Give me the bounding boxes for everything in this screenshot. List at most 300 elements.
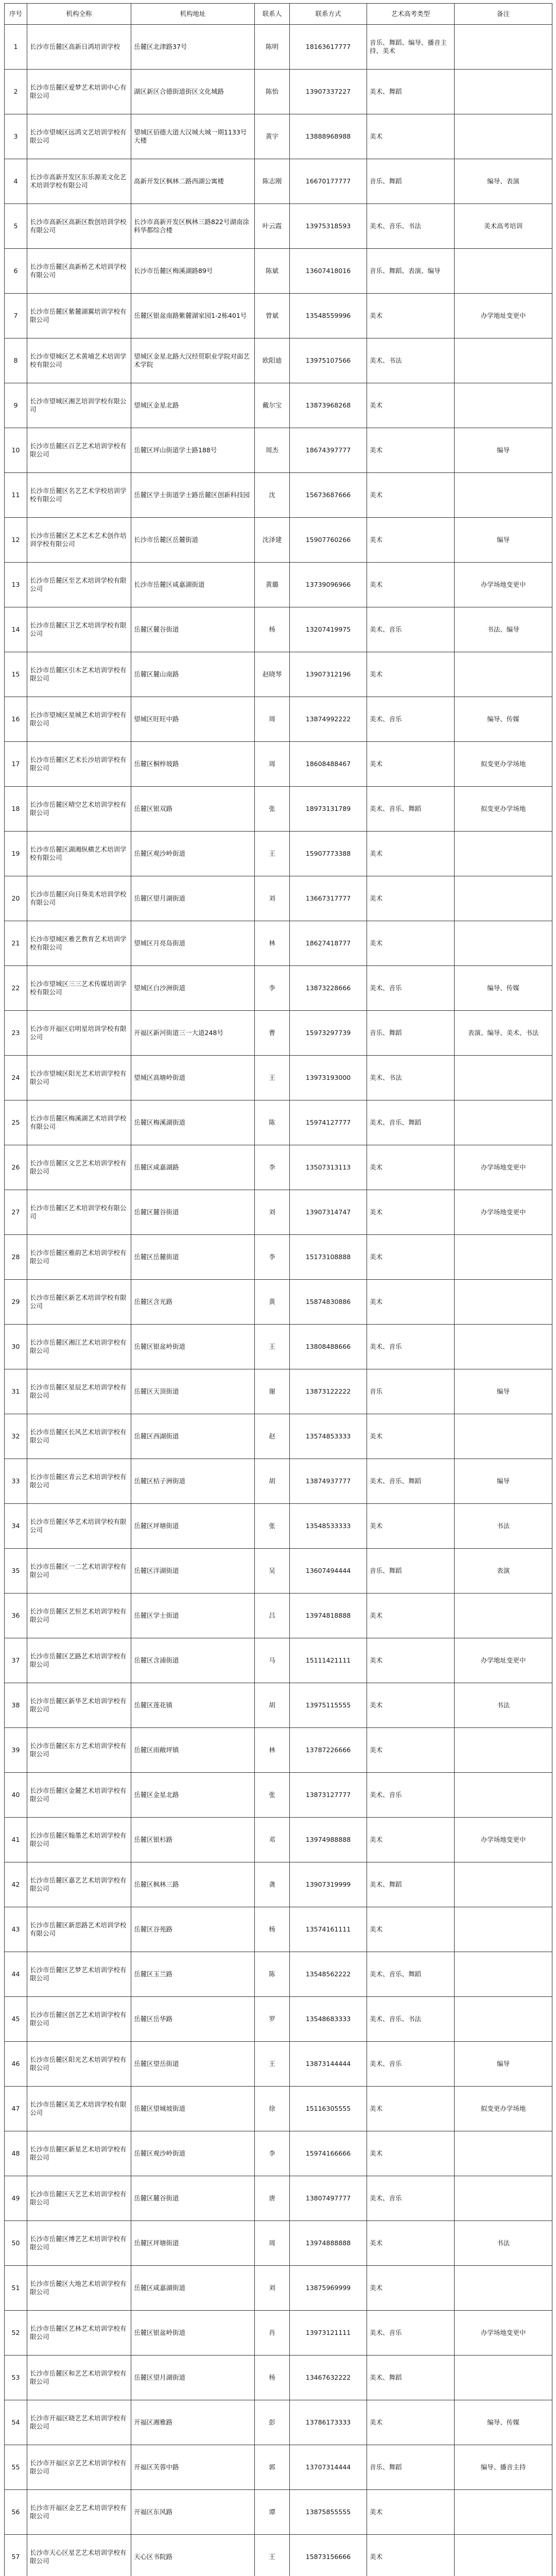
contact-person: 陈明 bbox=[255, 25, 290, 70]
institution-name: 长沙市岳麓区高新日鸿培训学校 bbox=[27, 25, 131, 70]
institution-address: 岳麓区雨敞坪镇 bbox=[131, 1728, 255, 1773]
remark: 美术高考培训 bbox=[455, 204, 552, 249]
contact-phone: 13873122222 bbox=[290, 1369, 367, 1414]
art-exam-type: 美术 bbox=[367, 742, 455, 787]
row-number: 50 bbox=[5, 2221, 27, 2266]
remark: 办学地址变更中 bbox=[455, 294, 552, 338]
institution-address: 岳麓区麓谷街道 bbox=[131, 607, 255, 652]
table-row bbox=[5, 832, 552, 876]
institution-address: 岳麓区学士街道学士路岳麓区创新科技园 bbox=[131, 473, 255, 518]
row-number: 37 bbox=[5, 1638, 27, 1683]
table-header-row bbox=[5, 4, 552, 25]
table-row bbox=[5, 1862, 552, 1907]
institution-name: 长沙市望城区远鸿文艺培训学校有限公司 bbox=[27, 114, 131, 159]
institution-address: 望城区白沙洲街道 bbox=[131, 966, 255, 1011]
table-row bbox=[5, 1504, 552, 1549]
table-row bbox=[5, 25, 552, 70]
remark bbox=[455, 2266, 552, 2311]
row-number: 25 bbox=[5, 1100, 27, 1145]
art-exam-type: 美术、音乐 bbox=[367, 2311, 455, 2355]
remark bbox=[455, 652, 552, 697]
art-exam-type: 美术 bbox=[367, 383, 455, 428]
remark bbox=[455, 2490, 552, 2535]
institution-name: 长沙市岳麓区梅溪湖艺术培训学校有限公司 bbox=[27, 1100, 131, 1145]
art-exam-type: 美术 bbox=[367, 1190, 455, 1235]
contact-person: 杨 bbox=[255, 607, 290, 652]
contact-person: 胡 bbox=[255, 1683, 290, 1728]
institution-address: 岳麓区枫林三路 bbox=[131, 1862, 255, 1907]
institution-name: 长沙市高新开发区东乐源美文化艺术培训学校有限公司 bbox=[27, 159, 131, 204]
remark: 编导、播音主持 bbox=[455, 2445, 552, 2490]
institution-name: 长沙市望城区艺术黄埔艺术培训学校有限公司 bbox=[27, 338, 131, 383]
row-number: 3 bbox=[5, 114, 27, 159]
table-row bbox=[5, 1459, 552, 1504]
institution-address: 岳麓区望城坡街道 bbox=[131, 2087, 255, 2131]
table-row bbox=[5, 1728, 552, 1773]
institution-address: 望城区高塘岭街道 bbox=[131, 1056, 255, 1100]
institution-name: 长沙市岳麓区新艺术培训学校有限公司 bbox=[27, 1280, 131, 1325]
contact-person: 谢 bbox=[255, 1369, 290, 1414]
contact-person: 周 bbox=[255, 2221, 290, 2266]
institution-address: 望城区佰德大道大汉城大城一期1133号大楼 bbox=[131, 114, 255, 159]
contact-person: 谭 bbox=[255, 2490, 290, 2535]
remark: 拟变更办学场地 bbox=[455, 742, 552, 787]
art-exam-type: 美术 bbox=[367, 2266, 455, 2311]
institution-name: 长沙市开福区金艺艺术培训学校有限公司 bbox=[27, 2490, 131, 2535]
contact-phone: 15974166666 bbox=[290, 2131, 367, 2176]
remark: 书法 bbox=[455, 1504, 552, 1549]
contact-phone: 13739096966 bbox=[290, 563, 367, 607]
row-number: 4 bbox=[5, 159, 27, 204]
contact-person: 周杰 bbox=[255, 428, 290, 473]
art-exam-type: 美术、音乐 bbox=[367, 1325, 455, 1369]
institution-address: 岳麓区西湖街道 bbox=[131, 1414, 255, 1459]
institution-address: 岳麓区坪塘街道 bbox=[131, 2221, 255, 2266]
art-exam-type: 美术、音乐 bbox=[367, 607, 455, 652]
row-number: 56 bbox=[5, 2490, 27, 2535]
row-number: 28 bbox=[5, 1235, 27, 1280]
institution-address: 望城区月亮岛街道 bbox=[131, 921, 255, 966]
institution-address: 开福区东风路 bbox=[131, 2490, 255, 2535]
row-number: 40 bbox=[5, 1773, 27, 1818]
contact-person: 王 bbox=[255, 1056, 290, 1100]
remark bbox=[455, 1100, 552, 1145]
art-exam-type: 美术、音乐 bbox=[367, 697, 455, 742]
row-number: 48 bbox=[5, 2131, 27, 2176]
row-number: 33 bbox=[5, 1459, 27, 1504]
art-exam-type: 美术、音乐 bbox=[367, 1773, 455, 1818]
table-row bbox=[5, 607, 552, 652]
row-number: 12 bbox=[5, 518, 27, 563]
contact-person: 彭 bbox=[255, 2400, 290, 2445]
institution-name: 长沙市岳麓区雅韵艺术培训学校有限公司 bbox=[27, 1235, 131, 1280]
table-row bbox=[5, 1818, 552, 1862]
header-name: 机构全称 bbox=[27, 4, 131, 25]
institution-name: 长沙市岳麓区金麓艺术培训学校有限公司 bbox=[27, 1773, 131, 1818]
remark: 书法 bbox=[455, 1683, 552, 1728]
institution-name: 长沙市开福区启明星培训学校有限公司 bbox=[27, 1011, 131, 1056]
institution-address: 岳麓区咸嘉湖路 bbox=[131, 1145, 255, 1190]
institution-name: 长沙市岳麓区湖湘纵横艺术培训学校有限公司 bbox=[27, 832, 131, 876]
remark: 拟变更办学场地 bbox=[455, 787, 552, 832]
remark bbox=[455, 1997, 552, 2042]
contact-person: 刘 bbox=[255, 876, 290, 921]
row-number: 10 bbox=[5, 428, 27, 473]
contact-person: 周 bbox=[255, 697, 290, 742]
art-exam-type: 美术 bbox=[367, 1818, 455, 1862]
contact-phone: 13974888888 bbox=[290, 2221, 367, 2266]
table-row bbox=[5, 1907, 552, 1952]
art-exam-type: 美术 bbox=[367, 1728, 455, 1773]
institution-address: 高新开发区枫林二路西湖公寓楼 bbox=[131, 159, 255, 204]
row-number: 24 bbox=[5, 1056, 27, 1100]
remark bbox=[455, 2355, 552, 2400]
institution-name: 长沙市岳麓区晴空艺术培训学校有限公司 bbox=[27, 787, 131, 832]
contact-phone: 15907760266 bbox=[290, 518, 367, 563]
contact-person: 王 bbox=[255, 832, 290, 876]
contact-person: 陈怡 bbox=[255, 70, 290, 114]
institution-name: 长沙市岳麓区向日葵美术培训学校有限公司 bbox=[27, 876, 131, 921]
institution-name: 长沙市望城区雅艺教育艺术培训学校有限公司 bbox=[27, 921, 131, 966]
art-exam-type: 美术 bbox=[367, 1907, 455, 1952]
institution-name: 长沙市岳麓区华艺术培训学校有限公司 bbox=[27, 1504, 131, 1549]
remark: 拟变更办学场地 bbox=[455, 2087, 552, 2131]
art-exam-type: 美术 bbox=[367, 2221, 455, 2266]
contact-person: 林 bbox=[255, 921, 290, 966]
row-number: 5 bbox=[5, 204, 27, 249]
table-row bbox=[5, 1325, 552, 1369]
row-number: 35 bbox=[5, 1549, 27, 1594]
row-number: 54 bbox=[5, 2400, 27, 2445]
institution-address: 岳麓区桔子洲街道 bbox=[131, 1459, 255, 1504]
institution-name: 长沙市望城区星城艺术培训学校有限公司 bbox=[27, 697, 131, 742]
contact-person: 王 bbox=[255, 2535, 290, 2576]
contact-phone: 13874937777 bbox=[290, 1459, 367, 1504]
table-row bbox=[5, 921, 552, 966]
institution-address: 岳麓区含光路 bbox=[131, 1280, 255, 1325]
contact-phone: 13888968988 bbox=[290, 114, 367, 159]
contact-phone: 13574853333 bbox=[290, 1414, 367, 1459]
institution-name: 长沙市岳麓区新华艺术培训学校有限公司 bbox=[27, 1683, 131, 1728]
remark: 编导、表演 bbox=[455, 159, 552, 204]
remark bbox=[455, 876, 552, 921]
table-row bbox=[5, 1190, 552, 1235]
institution-address: 开福区湘雅路 bbox=[131, 2400, 255, 2445]
contact-phone: 13874992222 bbox=[290, 697, 367, 742]
institution-address: 湖区新区合德街道街区文化城路 bbox=[131, 70, 255, 114]
institution-address: 岳麓区岳麓街道 bbox=[131, 1235, 255, 1280]
contact-phone: 13873127777 bbox=[290, 1773, 367, 1818]
institution-address: 岳麓区咸嘉湖街道 bbox=[131, 2266, 255, 2311]
row-number: 1 bbox=[5, 25, 27, 70]
institution-address: 岳麓区北津路37号 bbox=[131, 25, 255, 70]
institution-address: 岳麓区梅溪湖街道 bbox=[131, 1100, 255, 1145]
table-row bbox=[5, 2355, 552, 2400]
contact-phone: 15874830886 bbox=[290, 1280, 367, 1325]
institution-name: 长沙市望城区三三艺术传媒培训学校有限公司 bbox=[27, 966, 131, 1011]
contact-person: 李 bbox=[255, 966, 290, 1011]
table-row bbox=[5, 2042, 552, 2087]
table-row bbox=[5, 2400, 552, 2445]
table-row bbox=[5, 1997, 552, 2042]
remark: 编导、传媒 bbox=[455, 966, 552, 1011]
remark: 办学场地变更中 bbox=[455, 1190, 552, 1235]
contact-person: 周 bbox=[255, 742, 290, 787]
row-number: 31 bbox=[5, 1369, 27, 1414]
institution-table bbox=[4, 3, 552, 2576]
table-row bbox=[5, 2311, 552, 2355]
contact-person: 林 bbox=[255, 1728, 290, 1773]
row-number: 18 bbox=[5, 787, 27, 832]
contact-phone: 16670177777 bbox=[290, 159, 367, 204]
institution-address: 岳麓区洋湖街道 bbox=[131, 1549, 255, 1594]
row-number: 13 bbox=[5, 563, 27, 607]
remark bbox=[455, 1728, 552, 1773]
art-exam-type: 美术 bbox=[367, 2131, 455, 2176]
document-page bbox=[4, 3, 552, 2576]
row-number: 22 bbox=[5, 966, 27, 1011]
table-row bbox=[5, 2445, 552, 2490]
row-number: 20 bbox=[5, 876, 27, 921]
contact-person: 黄 bbox=[255, 1280, 290, 1325]
remark: 书法 bbox=[455, 2221, 552, 2266]
contact-person: 戴尔宝 bbox=[255, 383, 290, 428]
table-row bbox=[5, 742, 552, 787]
institution-name: 长沙市岳麓区翰墨艺术培训学校有限公司 bbox=[27, 1818, 131, 1862]
table-row bbox=[5, 1594, 552, 1638]
institution-name: 长沙市岳麓区新思路艺术培训学校有限公司 bbox=[27, 1907, 131, 1952]
remark bbox=[455, 1773, 552, 1818]
contact-person: 张 bbox=[255, 787, 290, 832]
row-number: 45 bbox=[5, 1997, 27, 2042]
remark: 办学场地变更中 bbox=[455, 2311, 552, 2355]
row-number: 34 bbox=[5, 1504, 27, 1549]
art-exam-type: 美术、舞蹈 bbox=[367, 2355, 455, 2400]
contact-person: 张 bbox=[255, 1504, 290, 1549]
contact-person: 陈 bbox=[255, 1952, 290, 1997]
contact-person: 吴 bbox=[255, 1549, 290, 1594]
institution-address: 岳麓区麓谷街道 bbox=[131, 2176, 255, 2221]
row-number: 42 bbox=[5, 1862, 27, 1907]
contact-person: 胡 bbox=[255, 1459, 290, 1504]
institution-name: 长沙市岳麓区天艺艺术培训学校有限公司 bbox=[27, 2176, 131, 2221]
table-row bbox=[5, 428, 552, 473]
table-row bbox=[5, 2490, 552, 2535]
remark: 表演 bbox=[455, 1549, 552, 1594]
remark bbox=[455, 1907, 552, 1952]
table-row bbox=[5, 1056, 552, 1100]
contact-person: 吕 bbox=[255, 1594, 290, 1638]
institution-name: 长沙市岳麓区引木艺术培训学校有限公司 bbox=[27, 652, 131, 697]
header-note: 备注 bbox=[455, 4, 552, 25]
contact-phone: 13873144444 bbox=[290, 2042, 367, 2087]
remark: 办学场地变更中 bbox=[455, 563, 552, 607]
art-exam-type: 美术、音乐、舞蹈 bbox=[367, 787, 455, 832]
contact-phone: 13975318593 bbox=[290, 204, 367, 249]
institution-name: 长沙市岳麓区百艺艺术培训学校有限公司 bbox=[27, 428, 131, 473]
contact-person: 张 bbox=[255, 1773, 290, 1818]
contact-person: 曹 bbox=[255, 1011, 290, 1056]
row-number: 6 bbox=[5, 249, 27, 294]
institution-address: 岳麓区麓山南路 bbox=[131, 652, 255, 697]
art-exam-type: 美术 bbox=[367, 1504, 455, 1549]
remark bbox=[455, 2176, 552, 2221]
table-row bbox=[5, 787, 552, 832]
contact-phone: 13907337227 bbox=[290, 70, 367, 114]
contact-person: 郭 bbox=[255, 2445, 290, 2490]
contact-phone: 13607494444 bbox=[290, 1549, 367, 1594]
remark bbox=[455, 921, 552, 966]
row-number: 38 bbox=[5, 1683, 27, 1728]
contact-phone: 13507313113 bbox=[290, 1145, 367, 1190]
contact-phone: 15974127777 bbox=[290, 1100, 367, 1145]
institution-name: 长沙市岳麓区文艺艺术培训学校有限公司 bbox=[27, 1145, 131, 1190]
art-exam-type: 美术 bbox=[367, 876, 455, 921]
remark: 书法、编导 bbox=[455, 607, 552, 652]
remark bbox=[455, 1235, 552, 1280]
table-row bbox=[5, 473, 552, 518]
remark bbox=[455, 2131, 552, 2176]
art-exam-type: 美术 bbox=[367, 1683, 455, 1728]
institution-name: 长沙市岳麓区紫麓湖翼培训学校有限公司 bbox=[27, 294, 131, 338]
contact-person: 陈斌 bbox=[255, 249, 290, 294]
table-row bbox=[5, 1280, 552, 1325]
table-row bbox=[5, 1414, 552, 1459]
remark bbox=[455, 1862, 552, 1907]
institution-name: 长沙市岳麓区嘉艺艺术培训学校有限公司 bbox=[27, 1862, 131, 1907]
row-number: 46 bbox=[5, 2042, 27, 2087]
row-number: 7 bbox=[5, 294, 27, 338]
table-row bbox=[5, 294, 552, 338]
art-exam-type: 美术 bbox=[367, 294, 455, 338]
institution-name: 长沙市岳麓区艺术艺术艺术创作培训学校有限公司 bbox=[27, 518, 131, 563]
row-number: 43 bbox=[5, 1907, 27, 1952]
institution-name: 长沙市岳麓区名艺艺术学校培训学校有限公司 bbox=[27, 473, 131, 518]
art-exam-type: 美术、书法 bbox=[367, 1056, 455, 1100]
contact-phone: 13807497777 bbox=[290, 2176, 367, 2221]
institution-name: 长沙市岳麓区青云艺术培训学校有限公司 bbox=[27, 1459, 131, 1504]
institution-name: 长沙市岳麓区大地艺术培训学校有限公司 bbox=[27, 2266, 131, 2311]
row-number: 53 bbox=[5, 2355, 27, 2400]
institution-address: 岳麓区坪塘街道 bbox=[131, 1504, 255, 1549]
remark bbox=[455, 25, 552, 70]
remark bbox=[455, 1414, 552, 1459]
remark: 编导 bbox=[455, 1459, 552, 1504]
remark bbox=[455, 2535, 552, 2576]
table-row bbox=[5, 697, 552, 742]
institution-address: 岳麓区桐梓坡路 bbox=[131, 742, 255, 787]
institution-address: 望城区金星北路 bbox=[131, 383, 255, 428]
remark bbox=[455, 1952, 552, 1997]
institution-name: 长沙市岳麓区艺林艺术培训学校有限公司 bbox=[27, 2311, 131, 2355]
institution-name: 长沙市岳麓区艺路艺术培训学校有限公司 bbox=[27, 1638, 131, 1683]
contact-phone: 13907314747 bbox=[290, 1190, 367, 1235]
institution-name: 长沙市岳麓区高新桥艺术培训学校有限公司 bbox=[27, 249, 131, 294]
contact-person: 欧阳迪 bbox=[255, 338, 290, 383]
institution-name: 长沙市岳麓区湘江艺术培训学校有限公司 bbox=[27, 1325, 131, 1369]
institution-address: 开福区芙蓉中路 bbox=[131, 2445, 255, 2490]
header-no: 序号 bbox=[5, 4, 27, 25]
table-row bbox=[5, 1773, 552, 1818]
institution-name: 长沙市岳麓区艺术培训学校有限公司 bbox=[27, 1190, 131, 1235]
row-number: 41 bbox=[5, 1818, 27, 1862]
contact-person: 赵晓琴 bbox=[255, 652, 290, 697]
art-exam-type: 美术 bbox=[367, 921, 455, 966]
art-exam-type: 音乐、舞蹈 bbox=[367, 2445, 455, 2490]
contact-phone: 18973131789 bbox=[290, 787, 367, 832]
art-exam-type: 美术 bbox=[367, 652, 455, 697]
contact-phone: 13875969999 bbox=[290, 2266, 367, 2311]
table-row bbox=[5, 1145, 552, 1190]
art-exam-type: 美术、音乐、书法 bbox=[367, 204, 455, 249]
contact-person: 邓 bbox=[255, 1818, 290, 1862]
contact-phone: 13975107566 bbox=[290, 338, 367, 383]
contact-phone: 13975115555 bbox=[290, 1683, 367, 1728]
contact-person: 马 bbox=[255, 1638, 290, 1683]
art-exam-type: 美术 bbox=[367, 1235, 455, 1280]
table-row bbox=[5, 2131, 552, 2176]
art-exam-type: 美术 bbox=[367, 114, 455, 159]
remark: 编导、传媒 bbox=[455, 697, 552, 742]
art-exam-type: 美术、音乐、舞蹈 bbox=[367, 1459, 455, 1504]
remark: 办学场地变更中 bbox=[455, 1145, 552, 1190]
contact-phone: 13974988888 bbox=[290, 1818, 367, 1862]
contact-phone: 13667317777 bbox=[290, 876, 367, 921]
institution-name: 长沙市岳麓区一二艺术培训学校有限公司 bbox=[27, 1549, 131, 1594]
institution-address: 岳麓区谷苑路 bbox=[131, 1907, 255, 1952]
row-number: 32 bbox=[5, 1414, 27, 1459]
table-row bbox=[5, 1011, 552, 1056]
contact-person: 肖 bbox=[255, 2311, 290, 2355]
institution-name: 长沙市岳麓区艺恒艺术培训学校有限公司 bbox=[27, 1594, 131, 1638]
institution-name: 长沙市岳麓区至艺术培训学校有限公司 bbox=[27, 563, 131, 607]
institution-address: 望城区金星北路大汉经贸职业学院对面艺术学院 bbox=[131, 338, 255, 383]
institution-address: 岳麓区望月湖街道 bbox=[131, 876, 255, 921]
remark: 办学地址变更中 bbox=[455, 1638, 552, 1683]
contact-phone: 15673687666 bbox=[290, 473, 367, 518]
row-number: 8 bbox=[5, 338, 27, 383]
table-row bbox=[5, 1638, 552, 1683]
contact-phone: 15116305555 bbox=[290, 2087, 367, 2131]
institution-address: 岳麓区玉兰路 bbox=[131, 1952, 255, 1997]
institution-name: 长沙市岳麓区艺术长沙培训学校有限公司 bbox=[27, 742, 131, 787]
table-row bbox=[5, 2221, 552, 2266]
institution-address: 岳麓区银杉路 bbox=[131, 1818, 255, 1862]
institution-name: 长沙市岳麓区创艺艺术培训学校有限公司 bbox=[27, 1997, 131, 2042]
table-row bbox=[5, 249, 552, 294]
art-exam-type: 美术、音乐、书法 bbox=[367, 1997, 455, 2042]
contact-phone: 18627418777 bbox=[290, 921, 367, 966]
table-row bbox=[5, 1683, 552, 1728]
art-exam-type: 美术 bbox=[367, 1280, 455, 1325]
contact-phone: 13707314444 bbox=[290, 2445, 367, 2490]
contact-phone: 18608488467 bbox=[290, 742, 367, 787]
remark: 编导 bbox=[455, 2042, 552, 2087]
contact-phone: 13548562222 bbox=[290, 1952, 367, 1997]
art-exam-type: 美术 bbox=[367, 2087, 455, 2131]
institution-name: 长沙市岳麓区阳光艺术培训学校有限公司 bbox=[27, 2042, 131, 2087]
row-number: 57 bbox=[5, 2535, 27, 2576]
art-exam-type: 音乐、舞蹈 bbox=[367, 1549, 455, 1594]
institution-name: 长沙市岳麓区爱梦艺术培训中心有限公司 bbox=[27, 70, 131, 114]
contact-phone: 18163617777 bbox=[290, 25, 367, 70]
contact-person: 唐 bbox=[255, 2176, 290, 2221]
institution-address: 岳麓区望岳街道 bbox=[131, 2042, 255, 2087]
contact-person: 曾斌 bbox=[255, 294, 290, 338]
contact-phone: 13873228666 bbox=[290, 966, 367, 1011]
contact-phone: 13548533333 bbox=[290, 1504, 367, 1549]
institution-name: 长沙市开福区晓艺艺术培训学校有限公司 bbox=[27, 2400, 131, 2445]
